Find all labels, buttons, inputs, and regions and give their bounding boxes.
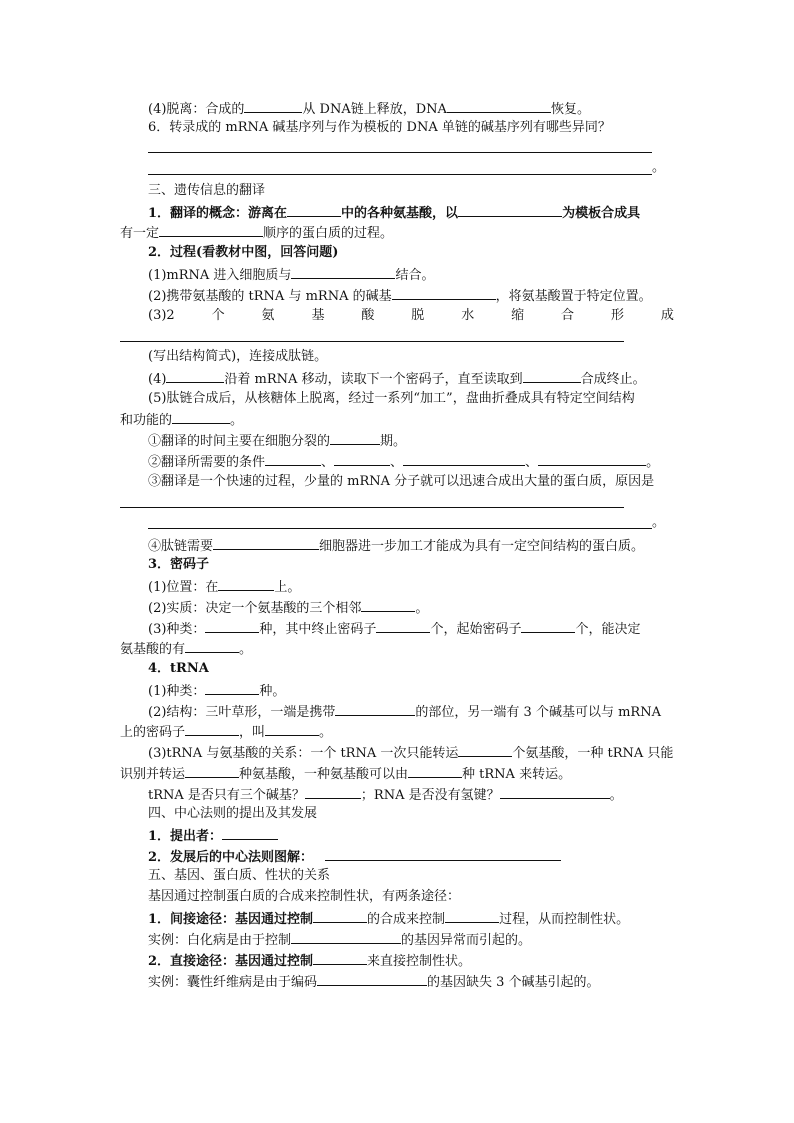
note-3: ③翻译是一个快速的过程，少量的 mRNA 分子就可以迅速合成出大量的蛋白质，原因是 bbox=[148, 474, 655, 489]
trna-heading: 4．tRNA bbox=[148, 661, 209, 676]
word: 合 bbox=[561, 308, 575, 323]
text: ④肽链需要 bbox=[148, 539, 214, 554]
codon-essence bbox=[148, 599, 428, 617]
text: 、 bbox=[390, 455, 404, 470]
blank[interactable] bbox=[317, 973, 427, 986]
blank[interactable] bbox=[291, 931, 401, 944]
text: 2．发展后的中心法则图解： bbox=[148, 850, 314, 865]
trna-questions bbox=[148, 786, 623, 804]
period-mark: 。 bbox=[652, 160, 666, 175]
translation-concept-line bbox=[148, 204, 640, 222]
process-step-1 bbox=[148, 266, 434, 284]
text: (4) bbox=[148, 372, 167, 387]
indirect-pathway bbox=[148, 910, 629, 928]
text: (3)tRNA 与氨基酸的关系：一个 tRNA 一次只能转运 bbox=[148, 746, 459, 761]
text: ；RNA 是否没有氢键？ bbox=[360, 788, 500, 803]
text: 的基因缺失 3 个碱基引起的。 bbox=[427, 975, 600, 990]
text: (1)mRNA 进入细胞质与 bbox=[148, 268, 292, 283]
text: 的基因异常而引起的。 bbox=[401, 933, 532, 948]
text: ①翻译的时间主要在细胞分裂的 bbox=[148, 434, 331, 449]
blank[interactable] bbox=[265, 453, 321, 466]
text: (1)种类： bbox=[148, 684, 206, 699]
process-step-3-note: (写出结构简式)，连接成肽链。 bbox=[148, 349, 328, 364]
text: ，将氨基酸置于特定位置。 bbox=[495, 289, 652, 304]
blank[interactable] bbox=[159, 224, 263, 237]
text: (2)携带氨基酸的 tRNA 与 mRNA 的碱基 bbox=[148, 289, 392, 304]
blank[interactable] bbox=[205, 620, 259, 633]
answer-line[interactable] bbox=[148, 152, 652, 153]
blank[interactable] bbox=[376, 620, 430, 633]
text: 有一定 bbox=[120, 226, 160, 241]
blank[interactable] bbox=[403, 453, 525, 466]
trna-structure bbox=[148, 703, 661, 721]
text: 顺序的蛋白质的过程。 bbox=[263, 226, 394, 241]
text: 1．翻译的概念：游离在 bbox=[148, 206, 288, 221]
text: ②翻译所需要的条件 bbox=[148, 455, 266, 470]
text: (1)位置：在 bbox=[148, 580, 219, 595]
blank[interactable] bbox=[218, 578, 274, 591]
text: 期。 bbox=[380, 434, 407, 449]
text: 。 bbox=[646, 455, 660, 470]
process-step-4 bbox=[148, 370, 646, 388]
text: 种，其中终止密码子 bbox=[259, 622, 377, 637]
word: 水 bbox=[461, 308, 475, 323]
note-4 bbox=[148, 537, 644, 555]
blank[interactable] bbox=[305, 786, 361, 799]
answer-line[interactable] bbox=[120, 507, 624, 508]
trna-types bbox=[148, 682, 285, 700]
trna-amino-relation bbox=[148, 744, 673, 762]
text: (2)实质：决定一个氨基酸的三个相邻 bbox=[148, 601, 362, 616]
process-step-5-line-2 bbox=[120, 411, 243, 429]
blank[interactable] bbox=[213, 537, 319, 550]
answer-line[interactable] bbox=[148, 528, 652, 529]
text: 种氨基酸，一种氨基酸可以由 bbox=[239, 767, 409, 782]
text: 细胞器进一步加工才能成为具有一定空间结构的蛋白质。 bbox=[319, 539, 645, 554]
blank[interactable] bbox=[205, 682, 259, 695]
text: 识别并转运 bbox=[120, 767, 186, 782]
text: ，叫 bbox=[239, 725, 266, 740]
translation-concept-line-2 bbox=[120, 224, 393, 242]
blank[interactable] bbox=[458, 744, 512, 757]
text: 恢复。 bbox=[550, 102, 590, 117]
direct-pathway bbox=[148, 952, 471, 970]
blank[interactable] bbox=[291, 266, 395, 279]
text: 个，起始密码子 bbox=[430, 622, 522, 637]
text: 上。 bbox=[274, 580, 301, 595]
blank[interactable] bbox=[458, 204, 562, 217]
text: 2．直接途径：基因通过控制 bbox=[148, 954, 314, 969]
transcription-release-line bbox=[148, 100, 590, 118]
blank[interactable] bbox=[447, 100, 551, 113]
blank[interactable] bbox=[361, 599, 415, 612]
word: 缩 bbox=[511, 308, 525, 323]
answer-line[interactable] bbox=[148, 174, 652, 175]
blank[interactable] bbox=[244, 100, 302, 113]
text: 种 tRNA 来转运。 bbox=[462, 767, 572, 782]
section-3-title: 三、遗传信息的翻译 bbox=[148, 183, 266, 198]
note-2 bbox=[148, 453, 659, 471]
central-dogma-diagram bbox=[148, 848, 561, 866]
blank[interactable] bbox=[222, 827, 278, 840]
text: 。 bbox=[609, 788, 623, 803]
process-step-5: (5)肽链合成后，从核糖体上脱离，经过一系列“加工”，盘曲折叠成具有特定空间结构 bbox=[148, 391, 635, 406]
text: 的合成来控制 bbox=[367, 912, 446, 927]
section-5-title: 五、基因、蛋白质、性状的关系 bbox=[148, 868, 331, 883]
direct-example bbox=[148, 973, 600, 991]
indirect-example bbox=[148, 931, 531, 949]
text: 种。 bbox=[259, 684, 286, 699]
blank[interactable] bbox=[185, 723, 239, 736]
blank[interactable] bbox=[166, 370, 224, 383]
text: 沿着 mRNA 移动，读取下一个密码子，直至读取到 bbox=[224, 372, 523, 387]
blank[interactable] bbox=[287, 204, 341, 217]
process-heading: 2．过程(看教材中图，回答问题) bbox=[148, 245, 339, 260]
codon-types-line-2 bbox=[120, 640, 252, 658]
text: 上的密码子 bbox=[120, 725, 186, 740]
text: 个，能决定 bbox=[575, 622, 641, 637]
text: 。 bbox=[415, 601, 429, 616]
blank[interactable] bbox=[325, 848, 561, 861]
trna-structure-line-2 bbox=[120, 723, 332, 741]
text: 1．间接途径：基因通过控制 bbox=[148, 912, 314, 927]
text: 为模板合成具 bbox=[562, 206, 641, 221]
word: 个 bbox=[211, 308, 225, 323]
text: (4)脱离：合成的 bbox=[148, 102, 245, 117]
blank[interactable] bbox=[335, 703, 415, 716]
blank[interactable] bbox=[185, 640, 239, 653]
codon-heading: 3．密码子 bbox=[148, 557, 210, 572]
text: (3)种类： bbox=[148, 622, 206, 637]
blank[interactable] bbox=[408, 765, 462, 778]
text: 1．提出者： bbox=[148, 829, 223, 844]
word: 基 bbox=[311, 308, 325, 323]
text: 来直接控制性状。 bbox=[367, 954, 472, 969]
answer-line[interactable] bbox=[120, 341, 624, 342]
word: 氨 bbox=[261, 308, 275, 323]
text: 个氨基酸，一种 tRNA 只能 bbox=[512, 746, 674, 761]
text: 、 bbox=[321, 455, 335, 470]
text: 实例：囊性纤维病是由于编码 bbox=[148, 975, 318, 990]
blank[interactable] bbox=[313, 910, 367, 923]
blank[interactable] bbox=[521, 620, 575, 633]
section-4-title: 四、中心法则的提出及其发展 bbox=[148, 806, 318, 821]
text: 实例：白化病是由于控制 bbox=[148, 933, 292, 948]
text: tRNA 是否只有三个碱基？ bbox=[148, 788, 305, 803]
blank[interactable] bbox=[334, 453, 390, 466]
note-1 bbox=[148, 432, 406, 450]
blank[interactable] bbox=[265, 723, 319, 736]
blank[interactable] bbox=[185, 765, 239, 778]
text: 。 bbox=[230, 413, 244, 428]
process-step-3 bbox=[148, 308, 674, 324]
text: 。 bbox=[239, 642, 253, 657]
blank[interactable] bbox=[538, 453, 646, 466]
blank[interactable] bbox=[392, 287, 496, 300]
blank[interactable] bbox=[500, 786, 610, 799]
section-5-intro: 基因通过控制蛋白质的合成来控制性状，有两条途径： bbox=[148, 889, 461, 904]
central-dogma-proposer bbox=[148, 827, 278, 845]
word: 脱 bbox=[411, 308, 425, 323]
text: 中的各种氨基酸，以 bbox=[341, 206, 459, 221]
codon-position bbox=[148, 578, 300, 596]
text: 、 bbox=[525, 455, 539, 470]
text: 过程，从而控制性状。 bbox=[499, 912, 630, 927]
word: (3)2 bbox=[148, 308, 175, 323]
blank[interactable] bbox=[330, 432, 380, 445]
text: 从 DNA链上释放，DNA bbox=[302, 102, 447, 117]
word: 形 bbox=[610, 308, 624, 323]
blank[interactable] bbox=[172, 411, 230, 424]
question-6: 6．转录成的 mRNA 碱基序列与作为模板的 DNA 单链的碱基序列有哪些异同？ bbox=[148, 120, 611, 135]
blank[interactable] bbox=[445, 910, 499, 923]
word: 成 bbox=[660, 308, 674, 323]
codon-types bbox=[148, 620, 640, 638]
text: 和功能的 bbox=[120, 413, 173, 428]
text: 的部位，另一端有 3 个碱基可以与 mRNA bbox=[415, 705, 661, 720]
text: 结合。 bbox=[395, 268, 435, 283]
period-mark: 。 bbox=[652, 515, 666, 530]
blank[interactable] bbox=[313, 952, 367, 965]
text: 氨基酸的有 bbox=[120, 642, 186, 657]
text: (2)结构：三叶草形，一端是携带 bbox=[148, 705, 336, 720]
trna-amino-relation-line-2 bbox=[120, 765, 571, 783]
text: 合成终止。 bbox=[580, 372, 646, 387]
process-step-2 bbox=[148, 287, 652, 305]
word: 酸 bbox=[361, 308, 375, 323]
text: 。 bbox=[319, 725, 333, 740]
blank[interactable] bbox=[523, 370, 581, 383]
